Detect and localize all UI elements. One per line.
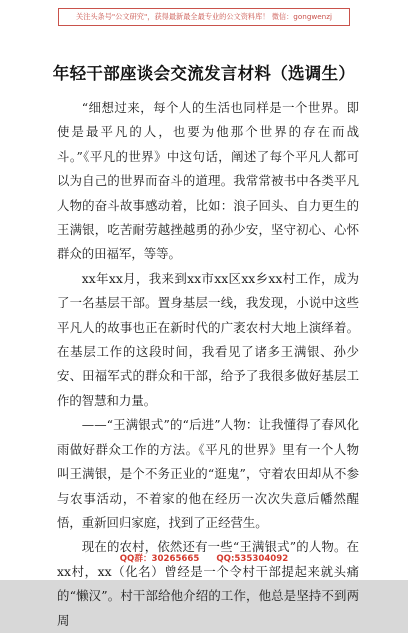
footer-qq: QQ:535304092 (216, 554, 289, 564)
paragraph-1: “细想过来，每个人的生活也同样是一个世界。即使是最平凡的人，也要为他那个世界的存在而战斗。”《平凡的世界》中这句话，阐述了每个平凡人都可以为自己的世界而奋斗的道理。我常常被书中各类平凡人物的奋斗故事感动着，比如：浪子回头、自力更生的王满银，吃苦耐劳越挫越勇的孙少安，坚守初心、心怀群众的田福军，等等。 (57, 100, 359, 262)
paragraph-2: xx年xx月，我来到xx市xx区xx乡xx村工作，成为了一名基层干部。置身基层一线，我发现，小说中这些平凡人的故事也正在新时代的广袤农村大地上演绎着。在基层工作的这段时间，我看见了诸多王满银、孙少安、田福军式的群众和干部，给予了我很多做好基层工作的智慧和力量。 (57, 270, 359, 408)
footer-qq-group: QQ群：30265665 (119, 554, 200, 564)
document-title: 年轻干部座谈会交流发言材料（选调生） (52, 64, 356, 83)
footer-contact (0, 552, 408, 564)
header-banner: 关注头条号"公文研究"，获得最新最全最专业的公文资料库！ 微信：gongwenzj (58, 8, 350, 26)
paragraph-3: ——“王满银式”的“后进”人物：让我懂得了春风化雨做好群众工作的方法。《平凡的世界》里有一个人物叫王满银，是个不务正业的“逛鬼”，守着农田却从不参与农事活动，不着家的他在经历一次次失意后幡然醒悟，重新回归家庭，找到了正经营生。 (57, 417, 359, 530)
paragraph-4: 现在的农村，依然还有一些“王满银式”的人物。在xx村，xx（化名）曾经是一个令村干部提起来就头痛的“懒汉”。村干部给他介绍的工作，他总是坚持不到两周 (57, 539, 359, 628)
